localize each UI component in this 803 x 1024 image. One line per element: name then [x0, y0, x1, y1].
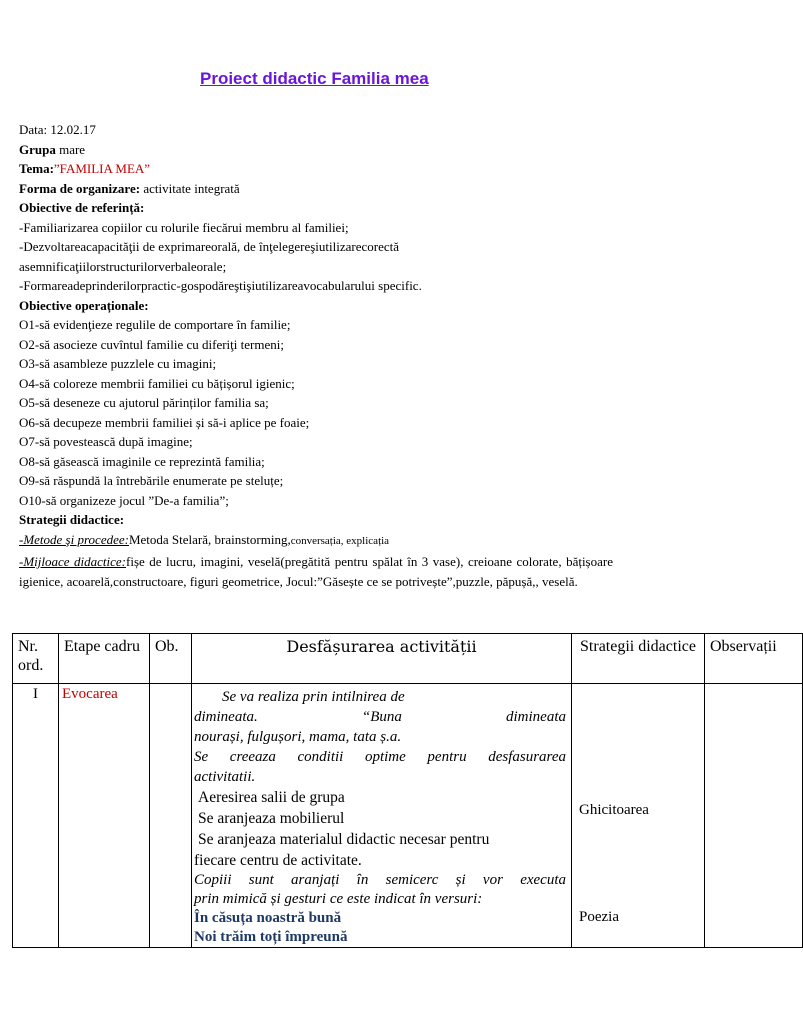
row-ob: [150, 684, 192, 948]
operational-objective: O10-să organizeze jocul ”De-a familia”;: [19, 492, 229, 508]
table-header-row: [13, 634, 803, 684]
row-strategii: [572, 684, 705, 948]
strategy-item: Poezia: [579, 909, 619, 925]
materials-label: -Mijloace didactice:: [19, 554, 126, 569]
operational-objective: O4-să coloreze membrii familiei cu bățișorul igienic;: [19, 375, 295, 391]
operational-objective: O6-să decupeze membrii familiei și să-i aplice pe foaie;: [19, 414, 310, 430]
desf-line: activitatii.: [194, 769, 256, 785]
methods-value-small: conversația, explicația: [290, 534, 390, 547]
theme-line: [19, 159, 739, 179]
desf-line: Noi trăim toți împreună: [194, 929, 348, 945]
operational-objective: O1-să evidenţieze regulile de comportare în familie;: [19, 317, 291, 332]
activity-table: [12, 633, 803, 948]
page-title: Proiect didactic Familia mea: [200, 69, 429, 88]
theme-value: ”FAMILIA MEA”: [53, 161, 151, 176]
desf-line: Se aranjeaza mobilierul: [198, 810, 345, 827]
group-line: [19, 140, 739, 160]
header-observatii: Observații: [705, 634, 803, 684]
operational-objective: O9-să răspundă la întrebările enumerate pe steluțe;: [19, 473, 284, 488]
desf-line: Se aranjeaza materialul didactic necesar pentru: [198, 831, 490, 848]
reference-objective: -Dezvoltareacapacităţii de exprimareorală, de înţelegereşiutilizarecorectă: [19, 239, 400, 254]
materials-paragraph: [19, 552, 613, 592]
header-desfasurare: Desfășurarea activității: [192, 634, 572, 684]
row-desfasurare: [192, 684, 572, 948]
group-value: mare: [55, 141, 86, 157]
desf-line: prin mimică și gesturi ce este indicat în versuri:: [194, 891, 483, 907]
desf-line: Se creeaza conditii optime pentru desfasurarea: [194, 749, 566, 765]
operational-objective: O5-să deseneze cu ajutorul părinților familia sa;: [19, 395, 269, 410]
desf-line: Se va realiza prin intilnirea de: [222, 689, 405, 705]
reference-objective: -Familiarizarea copiilor cu rolurile fiecărui membru al familiei;: [19, 219, 349, 235]
row-etape: Evocarea: [59, 684, 150, 948]
organization-line: [19, 179, 739, 199]
theme-label: Tema:: [19, 161, 54, 176]
strategies-heading: Strategii didactice:: [19, 512, 125, 527]
header-etape: Etape cadru: [59, 634, 150, 684]
strategy-item: Ghicitoarea: [579, 802, 649, 818]
operational-objective: O2-să asocieze cuvîntul familie cu diferiţi termeni;: [19, 336, 284, 352]
header-strategii: Strategii didactice: [572, 634, 705, 684]
row-nr: I: [13, 684, 59, 948]
operational-objective: O8-să găsească imaginile ce reprezintă familia;: [19, 453, 265, 469]
row-observatii: [705, 684, 803, 948]
desf-line: Copiii sunt aranjați în semicerc și vor executa: [194, 872, 566, 888]
project-header: [19, 120, 739, 549]
methods-line: [19, 530, 739, 550]
desf-line: dimineata. “Buna dimineata: [194, 709, 566, 725]
group-label: Grupa: [19, 141, 56, 157]
desf-line: nourași, fulgușori, mama, tata ș.a.: [194, 729, 402, 745]
reference-objectives-heading: Obiective de referință:: [19, 200, 145, 215]
table-row: [13, 684, 803, 948]
reference-objective: -Formareadeprinderilorpractic-gospodăreştişiutilizareavocabularului specific.: [19, 278, 422, 293]
methods-label: -Metode şi procedee:: [19, 531, 129, 547]
date-line: Data: 12.02.17: [19, 122, 96, 137]
operational-objective: O3-să asambleze puzzlele cu imagini;: [19, 356, 217, 371]
operational-objective: O7-să povestească după imagine;: [19, 434, 193, 449]
desf-line: În căsuța noastră bună: [194, 910, 342, 926]
operational-objectives-heading: Obiective operaționale:: [19, 297, 149, 313]
desf-line: Aeresirea salii de grupa: [198, 789, 345, 806]
materials-value: fișe de lucru, imagini, veselă(pregătită pentru spălat în 3 vase), creioane colorate, bățișoare igienice, acoarelă,constructoare, figuri geometrice, Jocul:”Găsește ce se potrivește”,puzzle, păpușă,, veselă.: [19, 554, 613, 589]
methods-value: Metoda Stelară, brainstorming,: [128, 531, 291, 547]
header-nr: Nr. ord.: [13, 634, 59, 684]
reference-objective: asemnificaţiilorstructurilorverbaleorale;: [19, 258, 227, 274]
organization-label: Forma de organizare:: [19, 180, 141, 196]
header-ob: Ob.: [150, 634, 192, 684]
organization-value: activitate integrată: [140, 180, 240, 196]
desf-line: fiecare centru de activitate.: [194, 852, 362, 869]
